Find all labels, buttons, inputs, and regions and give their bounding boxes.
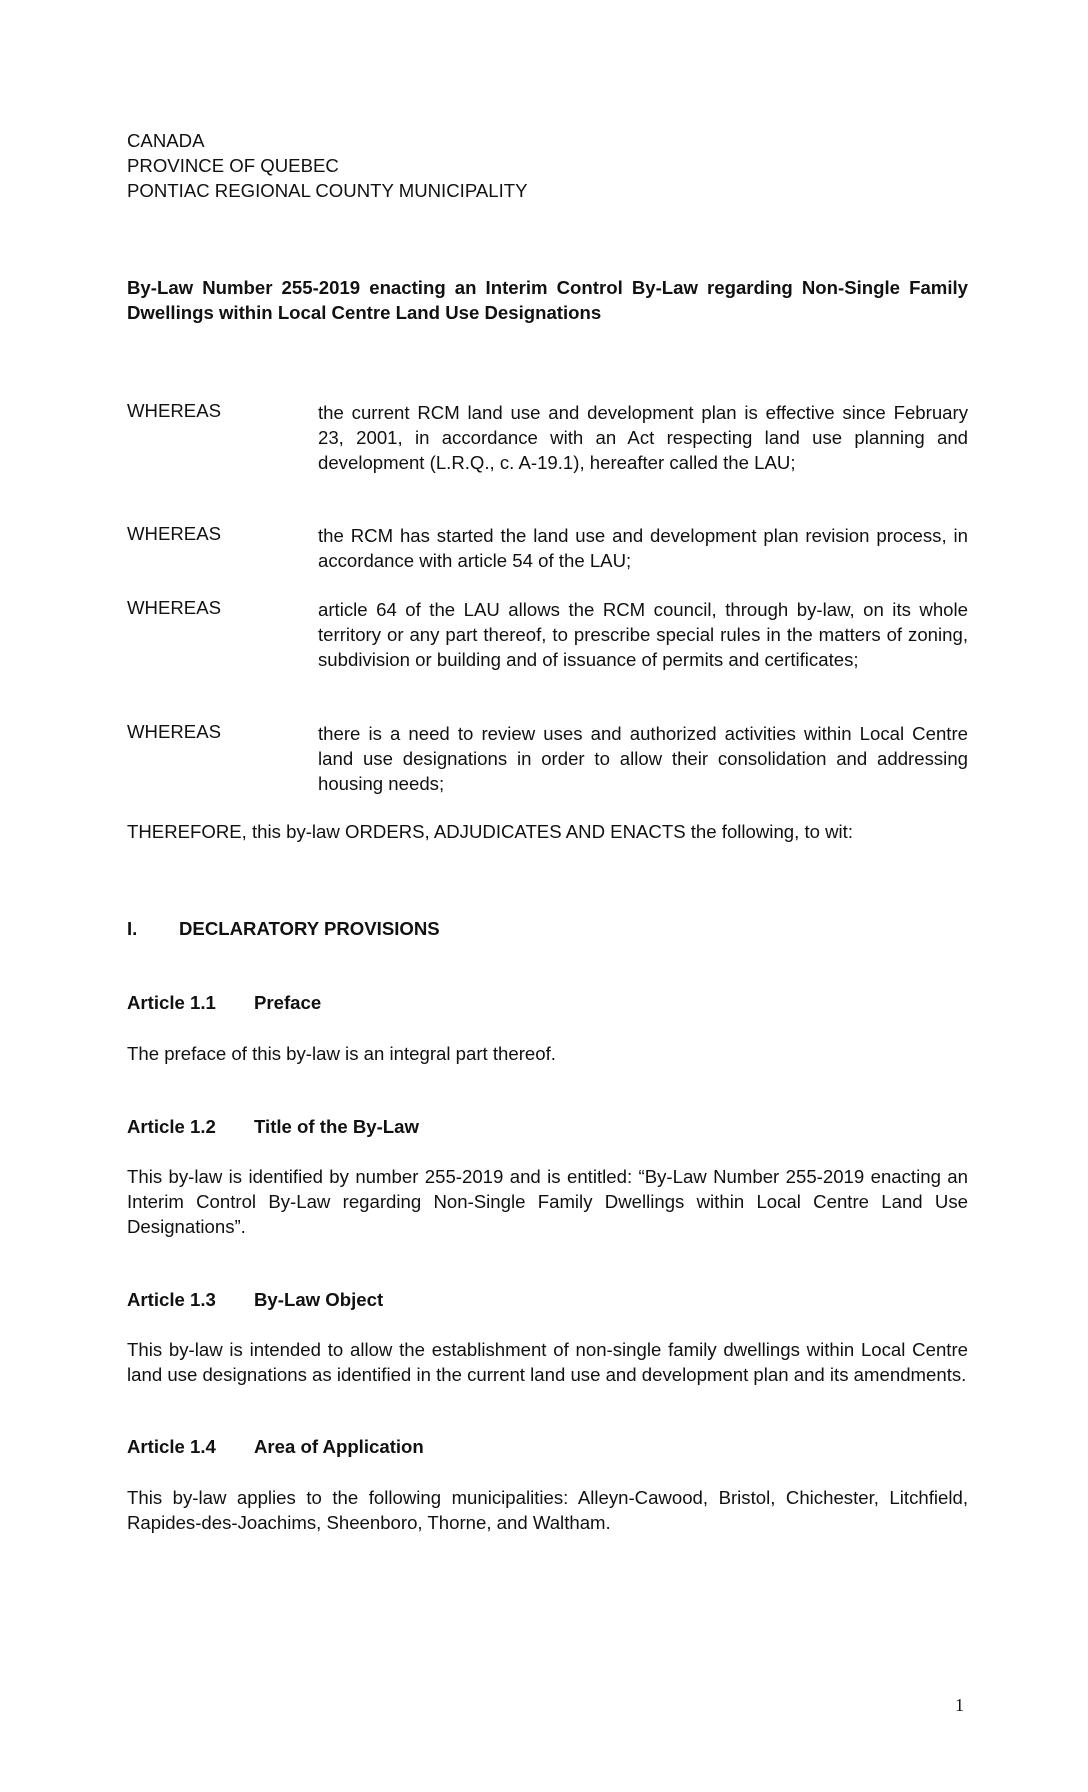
section-number: I. <box>127 918 138 939</box>
whereas-keyword: WHEREAS <box>127 523 222 544</box>
whereas-keyword: WHEREAS <box>127 597 222 618</box>
page-number: 1 <box>955 1695 964 1715</box>
article-title: Preface <box>254 992 322 1013</box>
whereas-text: there is a need to review uses and authorized activities within Local Centre land use designations in order to allow their consolidation and addressing housing needs; <box>318 723 968 794</box>
article-text: This by-law is intended to allow the establishment of non-single family dwellings within Local Centre land use designations as identified in the current land use and development plan and its amendments. <box>127 1339 968 1385</box>
whereas-text: the current RCM land use and development plan is effective since February 23, 2001, in accordance with an Act respecting land use planning and development (L.R.Q., c. A-19.1), hereafter called the LAU; <box>318 402 968 473</box>
section-title: DECLARATORY PROVISIONS <box>179 918 440 939</box>
header-municipality: PONTIAC REGIONAL COUNTY MUNICIPALITY <box>127 180 528 201</box>
article-number: Article 1.1 <box>127 992 216 1013</box>
article-number: Article 1.2 <box>127 1116 216 1137</box>
header-country: CANADA <box>127 130 205 151</box>
article-heading <box>127 1116 968 1138</box>
article-heading <box>127 1436 968 1458</box>
whereas-text: article 64 of the LAU allows the RCM council, through by-law, on its whole territory or any part thereof, to prescribe special rules in the matters of zoning, subdivision or building and of issuance of permits and certificates; <box>318 599 968 670</box>
therefore-clause: THEREFORE, this by-law ORDERS, ADJUDICATES AND ENACTS the following, to wit: <box>127 821 854 842</box>
article-text: This by-law is identified by number 255-2019 and is entitled: “By-Law Number 255-2019 enacting an Interim Control By-Law regarding Non-Single Family Dwellings within Local Centre Land Use Designations”. <box>127 1166 968 1237</box>
bylaw-title: By-Law Number 255-2019 enacting an Interim Control By-Law regarding Non-Single Family Dwellings within Local Centre Land Use Designations <box>127 277 968 323</box>
section-heading <box>127 918 968 940</box>
whereas-text: the RCM has started the land use and development plan revision process, in accordance with article 54 of the LAU; <box>318 525 968 571</box>
article-heading <box>127 1289 968 1311</box>
article-title: By-Law Object <box>254 1289 384 1310</box>
whereas-keyword: WHEREAS <box>127 721 222 742</box>
article-text: The preface of this by-law is an integral part thereof. <box>127 1043 556 1064</box>
article-title: Title of the By-Law <box>254 1116 419 1137</box>
article-number: Article 1.3 <box>127 1289 216 1310</box>
jurisdiction-header <box>127 128 968 203</box>
article-text: This by-law applies to the following municipalities: Alleyn-Cawood, Bristol, Chichester, Litchfield, Rapides-des-Joachims, Sheenboro, Thorne, and Waltham. <box>127 1487 968 1533</box>
header-province: PROVINCE OF QUEBEC <box>127 155 339 176</box>
whereas-keyword: WHEREAS <box>127 400 222 421</box>
article-title: Area of Application <box>254 1436 424 1457</box>
article-number: Article 1.4 <box>127 1436 216 1457</box>
article-heading <box>127 992 968 1014</box>
